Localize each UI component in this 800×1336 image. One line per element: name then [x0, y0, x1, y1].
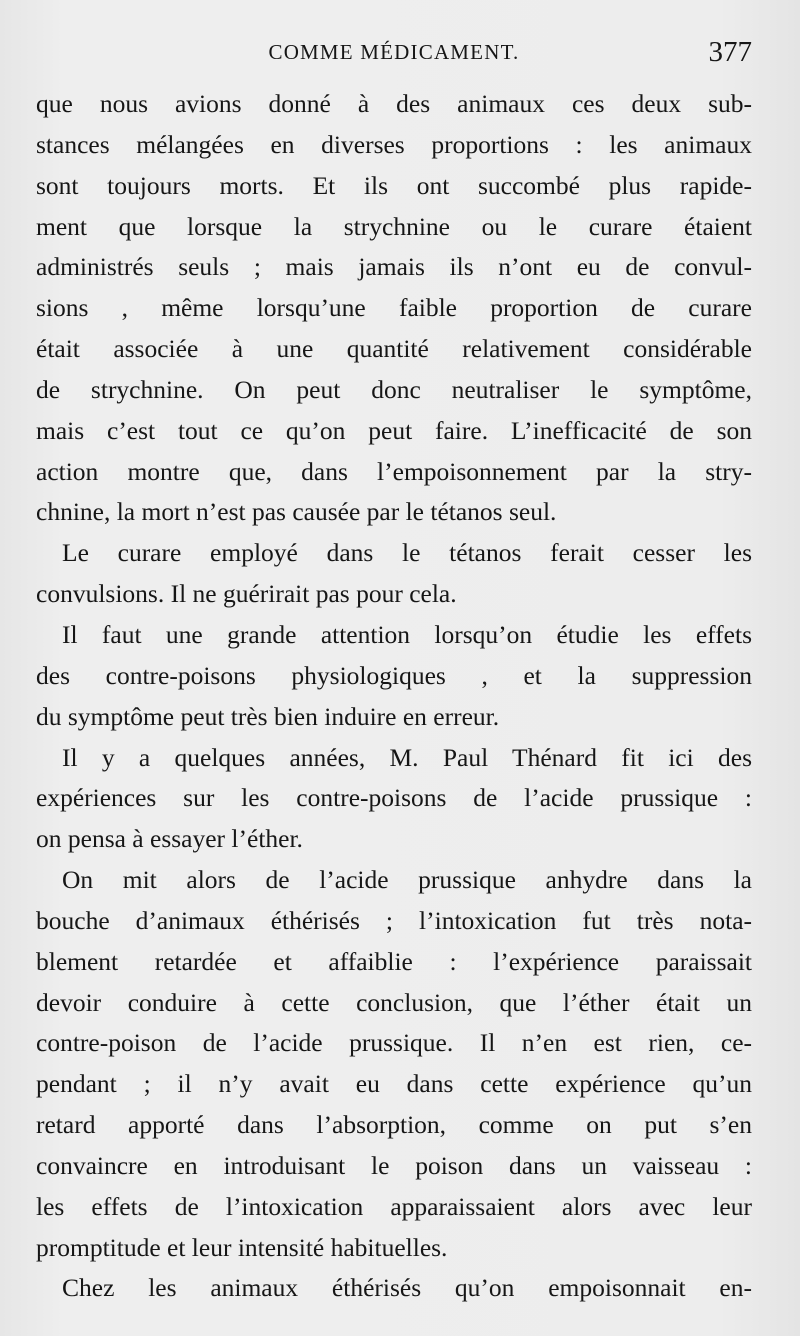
text-line: était associée à une quantité relativement considérable	[36, 334, 752, 364]
page-number: 377	[708, 36, 752, 68]
text-line: bouche d’animaux éthérisés ; l’intoxication fut très nota-	[36, 905, 752, 935]
text-line: action montre que, dans l’empoisonnement par la stry-	[36, 456, 752, 486]
text-line: ment que lorsque la strychnine ou le curare étaient	[36, 211, 752, 241]
text-line: Le curare employé dans le tétanos ferait cesser les	[62, 538, 752, 568]
text-line: sont toujours morts. Et ils ont succombé plus rapide-	[36, 170, 752, 200]
text-line: administrés seuls ; mais jamais ils n’ont eu de convul-	[36, 252, 752, 282]
text-line: du symptôme peut très bien induire en erreur.	[36, 701, 500, 731]
text-line: blement retardée et affaiblie : l’expérience paraissait	[36, 946, 752, 976]
text-line: des contre-poisons physiologiques , et la suppression	[36, 660, 752, 690]
text-line: devoir conduire à cette conclusion, que l’éther était un	[36, 987, 752, 1017]
text-line: les effets de l’intoxication apparaissaient alors avec leur	[36, 1191, 752, 1221]
text-line: Chez les animaux éthérisés qu’on empoisonnait en-	[62, 1273, 752, 1303]
text-line: mais c’est tout ce qu’on peut faire. L’inefficacité de son	[36, 415, 752, 445]
text-line: Il y a quelques années, M. Paul Thénard fit ici des	[62, 742, 752, 772]
text-line: stances mélangées en diverses proportions : les animaux	[36, 129, 752, 159]
text-line: pendant ; il n’y avait eu dans cette expérience qu’un	[36, 1069, 752, 1099]
text-line: contre-poison de l’acide prussique. Il n’en est rien, ce-	[36, 1028, 752, 1058]
text-line: on pensa à essayer l’éther.	[36, 824, 303, 854]
text-line: que nous avions donné à des animaux ces deux sub-	[36, 89, 752, 118]
page-header	[36, 36, 752, 72]
text-line: Il faut une grande attention lorsqu’on étudie les effets	[62, 619, 752, 649]
text-line: convaincre en introduisant le poison dans un vaisseau :	[36, 1150, 752, 1180]
text-line: sions , même lorsqu’une faible proportion de curare	[36, 293, 752, 323]
body-text	[36, 84, 752, 1309]
text-line: expériences sur les contre-poisons de l’acide prussique :	[36, 783, 752, 813]
running-title: COMME MÉDICAMENT.	[268, 40, 520, 64]
text-line: On mit alors de l’acide prussique anhydre dans la	[62, 865, 752, 895]
text-line: chnine, la mort n’est pas causée par le tétanos seul.	[36, 497, 557, 527]
text-line: de strychnine. On peut donc neutraliser le symptôme,	[36, 374, 752, 404]
text-line: retard apporté dans l’absorption, comme on put s’en	[36, 1110, 752, 1140]
text-line: convulsions. Il ne guérirait pas pour cela.	[36, 579, 457, 609]
text-line: promptitude et leur intensité habituelles.	[36, 1232, 448, 1262]
